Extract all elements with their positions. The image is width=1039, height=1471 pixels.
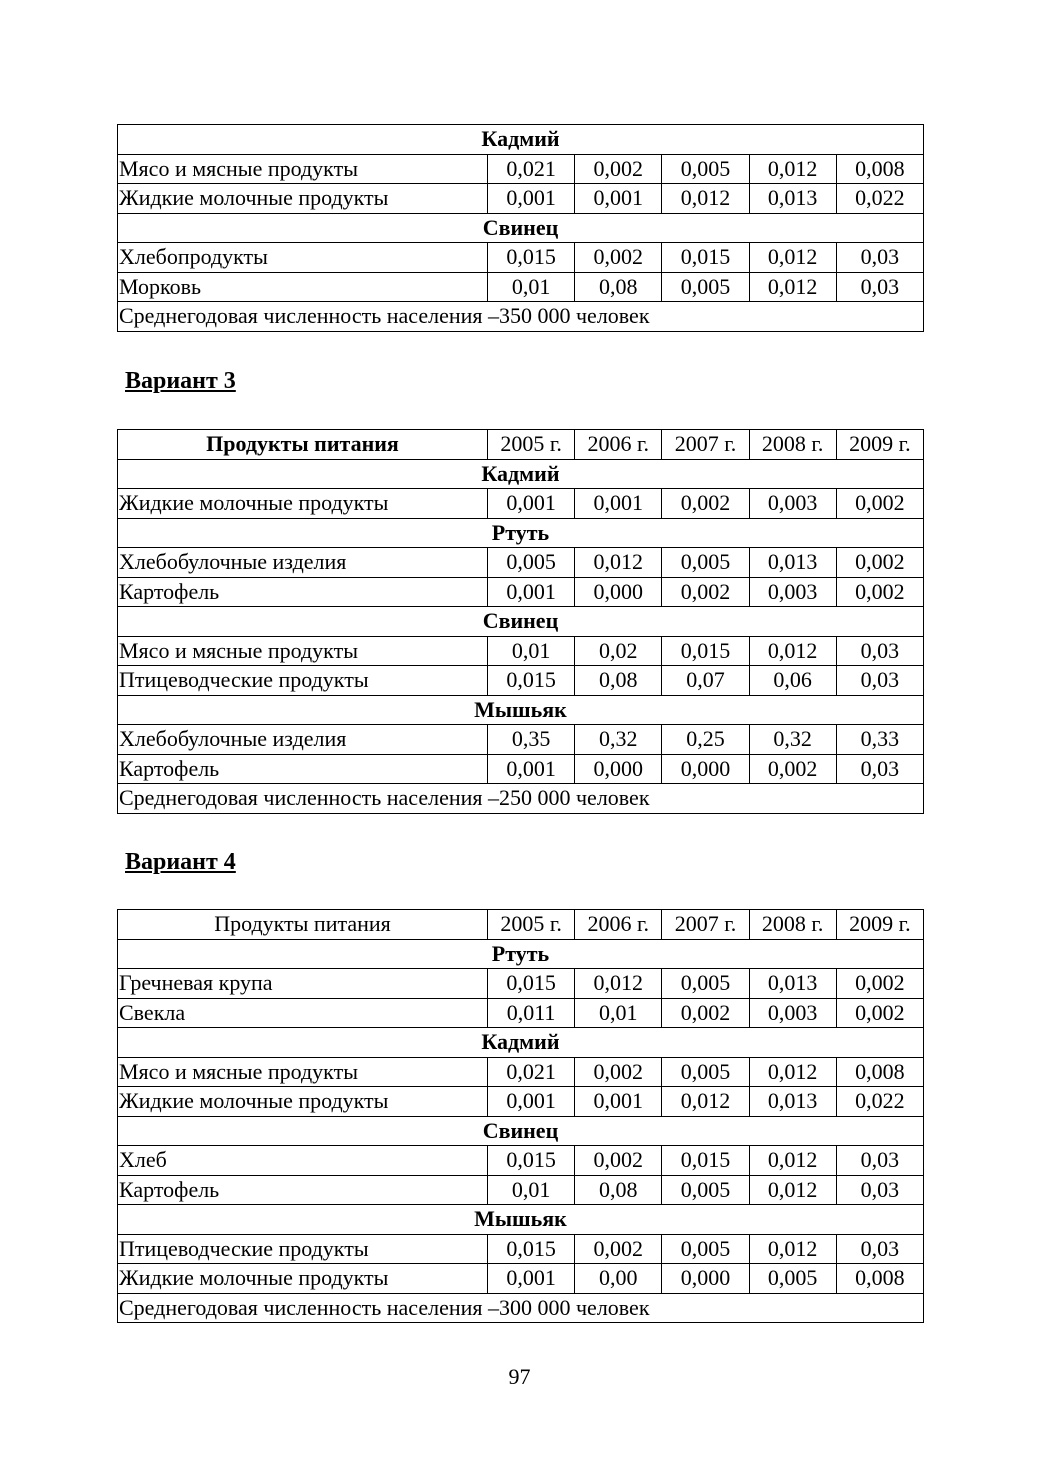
table-row — [118, 154, 924, 184]
table-row — [118, 577, 924, 607]
group-row — [118, 1205, 924, 1235]
element-group-title: Ртуть — [118, 518, 924, 548]
value-cell: 0,000 — [662, 754, 749, 784]
table-row — [118, 489, 924, 519]
variant-4-heading: Вариант 4 — [125, 849, 236, 875]
product-name: Картофель — [118, 1175, 488, 1205]
element-group-title: Ртуть — [118, 939, 924, 969]
product-name: Хлеб — [118, 1146, 488, 1176]
value-cell: 0,001 — [488, 577, 575, 607]
value-cell: 0,021 — [488, 154, 575, 184]
table-row — [118, 998, 924, 1028]
product-name: Мясо и мясные продукты — [118, 636, 488, 666]
value-cell: 0,01 — [488, 1175, 575, 1205]
value-cell: 0,012 — [749, 154, 836, 184]
value-cell: 0,08 — [575, 666, 662, 696]
header-row — [118, 430, 924, 460]
product-name: Морковь — [118, 272, 488, 302]
page-number: 97 — [508, 1364, 531, 1389]
product-name: Жидкие молочные продукты — [118, 1264, 488, 1294]
value-cell: 0,000 — [575, 754, 662, 784]
value-cell: 0,012 — [749, 1146, 836, 1176]
value-cell: 0,005 — [488, 548, 575, 578]
value-cell: 0,013 — [749, 1087, 836, 1117]
value-cell: 0,022 — [836, 1087, 923, 1117]
value-cell: 0,012 — [749, 272, 836, 302]
product-name: Картофель — [118, 577, 488, 607]
variant-3-heading: Вариант 3 — [125, 368, 236, 394]
table-row — [118, 725, 924, 755]
product-name: Жидкие молочные продукты — [118, 1087, 488, 1117]
footer-row — [118, 302, 924, 332]
value-cell: 0,33 — [836, 725, 923, 755]
table-row — [118, 272, 924, 302]
value-cell: 0,012 — [575, 548, 662, 578]
element-group-title: Мышьяк — [118, 1205, 924, 1235]
header-year: 2007 г. — [662, 430, 749, 460]
table-continued — [117, 124, 924, 332]
product-name: Мясо и мясные продукты — [118, 1057, 488, 1087]
value-cell: 0,001 — [488, 184, 575, 214]
value-cell: 0,012 — [749, 1175, 836, 1205]
table-variant-4-body — [118, 910, 924, 1323]
value-cell: 0,08 — [575, 1175, 662, 1205]
table-variant-3 — [117, 429, 924, 814]
table-row — [118, 636, 924, 666]
value-cell: 0,03 — [836, 1234, 923, 1264]
value-cell: 0,003 — [749, 489, 836, 519]
header-year: 2006 г. — [575, 430, 662, 460]
value-cell: 0,005 — [662, 154, 749, 184]
group-row — [118, 939, 924, 969]
value-cell: 0,003 — [749, 998, 836, 1028]
value-cell: 0,25 — [662, 725, 749, 755]
table-row — [118, 1087, 924, 1117]
product-name: Хлебопродукты — [118, 243, 488, 273]
value-cell: 0,002 — [662, 577, 749, 607]
value-cell: 0,03 — [836, 666, 923, 696]
population-note: Среднегодовая численность населения –250 000 человек — [118, 784, 924, 814]
value-cell: 0,03 — [836, 754, 923, 784]
value-cell: 0,002 — [575, 243, 662, 273]
product-name: Жидкие молочные продукты — [118, 184, 488, 214]
value-cell: 0,005 — [662, 1057, 749, 1087]
value-cell: 0,005 — [662, 272, 749, 302]
value-cell: 0,002 — [836, 577, 923, 607]
product-name: Хлебобулочные изделия — [118, 725, 488, 755]
product-name: Жидкие молочные продукты — [118, 489, 488, 519]
value-cell: 0,002 — [662, 489, 749, 519]
value-cell: 0,013 — [749, 548, 836, 578]
value-cell: 0,002 — [836, 969, 923, 999]
value-cell: 0,000 — [662, 1264, 749, 1294]
value-cell: 0,012 — [662, 1087, 749, 1117]
element-group-title: Мышьяк — [118, 695, 924, 725]
footer-row — [118, 1293, 924, 1323]
table-row — [118, 243, 924, 273]
value-cell: 0,00 — [575, 1264, 662, 1294]
group-row — [118, 1028, 924, 1058]
value-cell: 0,03 — [836, 636, 923, 666]
value-cell: 0,03 — [836, 272, 923, 302]
population-note: Среднегодовая численность населения –350 000 человек — [118, 302, 924, 332]
header-year: 2009 г. — [836, 910, 923, 940]
value-cell: 0,32 — [575, 725, 662, 755]
value-cell: 0,008 — [836, 154, 923, 184]
header-year: 2009 г. — [836, 430, 923, 460]
value-cell: 0,002 — [575, 154, 662, 184]
value-cell: 0,02 — [575, 636, 662, 666]
value-cell: 0,01 — [488, 272, 575, 302]
header-year: 2006 г. — [575, 910, 662, 940]
element-group-title: Кадмий — [118, 125, 924, 155]
footer-row — [118, 784, 924, 814]
group-row — [118, 125, 924, 155]
value-cell: 0,003 — [749, 577, 836, 607]
header-year: 2008 г. — [749, 910, 836, 940]
value-cell: 0,001 — [575, 489, 662, 519]
product-name: Картофель — [118, 754, 488, 784]
table-row — [118, 1057, 924, 1087]
value-cell: 0,001 — [488, 489, 575, 519]
value-cell: 0,015 — [488, 969, 575, 999]
header-product-label: Продукты питания — [118, 430, 488, 460]
population-note: Среднегодовая численность населения –300 000 человек — [118, 1293, 924, 1323]
value-cell: 0,012 — [749, 636, 836, 666]
value-cell: 0,002 — [836, 489, 923, 519]
value-cell: 0,008 — [836, 1057, 923, 1087]
value-cell: 0,012 — [575, 969, 662, 999]
product-name: Хлебобулочные изделия — [118, 548, 488, 578]
table-row — [118, 1146, 924, 1176]
table-variant-4 — [117, 909, 924, 1323]
value-cell: 0,015 — [488, 1234, 575, 1264]
value-cell: 0,001 — [575, 1087, 662, 1117]
value-cell: 0,06 — [749, 666, 836, 696]
group-row — [118, 213, 924, 243]
value-cell: 0,015 — [488, 1146, 575, 1176]
value-cell: 0,005 — [662, 1234, 749, 1264]
group-row — [118, 518, 924, 548]
table-row — [118, 1234, 924, 1264]
value-cell: 0,35 — [488, 725, 575, 755]
table-row — [118, 969, 924, 999]
product-name: Птицеводческие продукты — [118, 666, 488, 696]
value-cell: 0,001 — [488, 1264, 575, 1294]
value-cell: 0,002 — [749, 754, 836, 784]
header-row — [118, 910, 924, 940]
table-row — [118, 666, 924, 696]
value-cell: 0,005 — [662, 1175, 749, 1205]
value-cell: 0,015 — [662, 1146, 749, 1176]
element-group-title: Свинец — [118, 607, 924, 637]
value-cell: 0,002 — [662, 998, 749, 1028]
group-row — [118, 459, 924, 489]
value-cell: 0,012 — [749, 1057, 836, 1087]
value-cell: 0,001 — [488, 754, 575, 784]
value-cell: 0,015 — [662, 636, 749, 666]
header-product-label: Продукты питания — [118, 910, 488, 940]
value-cell: 0,008 — [836, 1264, 923, 1294]
table-row — [118, 1175, 924, 1205]
value-cell: 0,32 — [749, 725, 836, 755]
value-cell: 0,015 — [662, 243, 749, 273]
group-row — [118, 1116, 924, 1146]
value-cell: 0,002 — [575, 1234, 662, 1264]
header-year: 2005 г. — [488, 910, 575, 940]
table-row — [118, 548, 924, 578]
value-cell: 0,08 — [575, 272, 662, 302]
element-group-title: Кадмий — [118, 459, 924, 489]
element-group-title: Свинец — [118, 1116, 924, 1146]
value-cell: 0,03 — [836, 1146, 923, 1176]
product-name: Гречневая крупа — [118, 969, 488, 999]
element-group-title: Кадмий — [118, 1028, 924, 1058]
value-cell: 0,01 — [575, 998, 662, 1028]
value-cell: 0,07 — [662, 666, 749, 696]
value-cell: 0,012 — [749, 1234, 836, 1264]
value-cell: 0,022 — [836, 184, 923, 214]
value-cell: 0,012 — [749, 243, 836, 273]
value-cell: 0,002 — [836, 998, 923, 1028]
value-cell: 0,005 — [662, 969, 749, 999]
product-name: Птицеводческие продукты — [118, 1234, 488, 1264]
product-name: Мясо и мясные продукты — [118, 154, 488, 184]
value-cell: 0,001 — [488, 1087, 575, 1117]
value-cell: 0,015 — [488, 666, 575, 696]
value-cell: 0,03 — [836, 243, 923, 273]
value-cell: 0,000 — [575, 577, 662, 607]
header-year: 2008 г. — [749, 430, 836, 460]
header-year: 2005 г. — [488, 430, 575, 460]
group-row — [118, 607, 924, 637]
table-row — [118, 184, 924, 214]
value-cell: 0,015 — [488, 243, 575, 273]
value-cell: 0,03 — [836, 1175, 923, 1205]
product-name: Свекла — [118, 998, 488, 1028]
table-row — [118, 1264, 924, 1294]
value-cell: 0,002 — [575, 1057, 662, 1087]
value-cell: 0,011 — [488, 998, 575, 1028]
header-year: 2007 г. — [662, 910, 749, 940]
value-cell: 0,01 — [488, 636, 575, 666]
value-cell: 0,021 — [488, 1057, 575, 1087]
value-cell: 0,012 — [662, 184, 749, 214]
value-cell: 0,002 — [836, 548, 923, 578]
table-row — [118, 754, 924, 784]
group-row — [118, 695, 924, 725]
value-cell: 0,013 — [749, 184, 836, 214]
table-continued-body — [118, 125, 924, 332]
value-cell: 0,001 — [575, 184, 662, 214]
table-variant-3-body — [118, 430, 924, 814]
value-cell: 0,013 — [749, 969, 836, 999]
value-cell: 0,002 — [575, 1146, 662, 1176]
value-cell: 0,005 — [749, 1264, 836, 1294]
value-cell: 0,005 — [662, 548, 749, 578]
element-group-title: Свинец — [118, 213, 924, 243]
